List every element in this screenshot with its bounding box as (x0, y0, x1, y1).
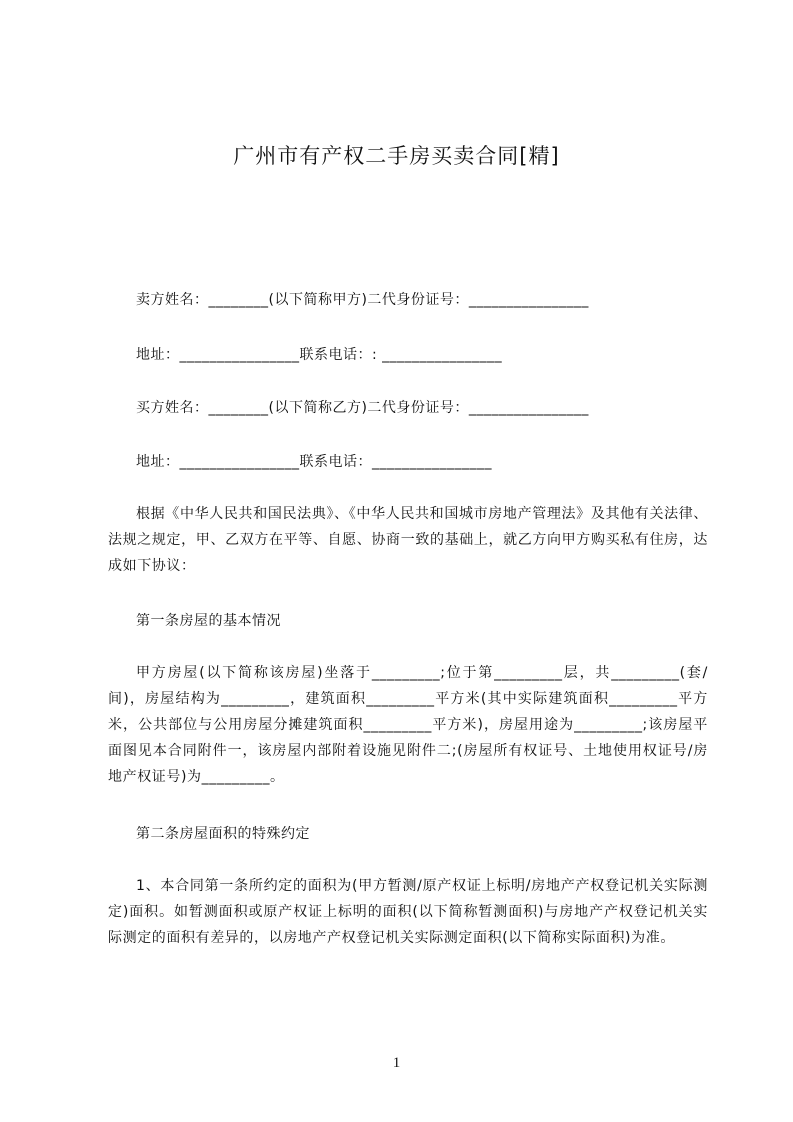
seller-address-line: 地址：________________联系电话：: ________________ (136, 347, 503, 363)
buyer-name-line: 买方姓名：________(以下简称乙方)二代身份证号：________________ (136, 400, 589, 416)
seller-name-line: 卖方姓名：________(以下简称甲方)二代身份证号：________________ (136, 292, 589, 308)
article2-heading: 第二条房屋面积的特殊约定 (136, 826, 310, 842)
document-title: 广州市有产权二手房买卖合同[精] (233, 144, 560, 168)
article1-heading: 第一条房屋的基本情况 (136, 613, 281, 629)
buyer-address-line: 地址：________________联系电话：________________ (136, 454, 492, 470)
article1-body: 甲方房屋(以下简称该房屋)坐落于_________;位于第_________层，共_________(套/间)，房屋结构为_________，建筑面积_________平方米(其中实际建筑面积_________平方米，公共部位与公用房屋分摊建筑面积_________平方米)，房屋用途为_________;该房屋平面图见本合同附件一，该房屋内部附着设施见附件二;(房屋所有权证号、土地使用权证号/房地产权证号)为_________。 (108, 665, 708, 785)
article2-body: 1、本合同第一条所约定的面积为(甲方暂测/原产权证上标明/房地产产权登记机关实际测定)面积。如暂测面积或原产权证上标明的面积(以下简称暂测面积)与房地产产权登记机关实际测定的面积有差异的，以房地产产权登记机关实际测定面积(以下简称实际面积)为准。 (108, 878, 708, 946)
page-number: 1 (392, 1055, 401, 1071)
preamble-paragraph: 根据《中华人民共和国民法典》、《中华人民共和国城市房地产管理法》及其他有关法律、法规之规定，甲、乙双方在平等、自愿、协商一致的基础上，就乙方向甲方购买私有住房，达成如下协议： (108, 506, 708, 574)
